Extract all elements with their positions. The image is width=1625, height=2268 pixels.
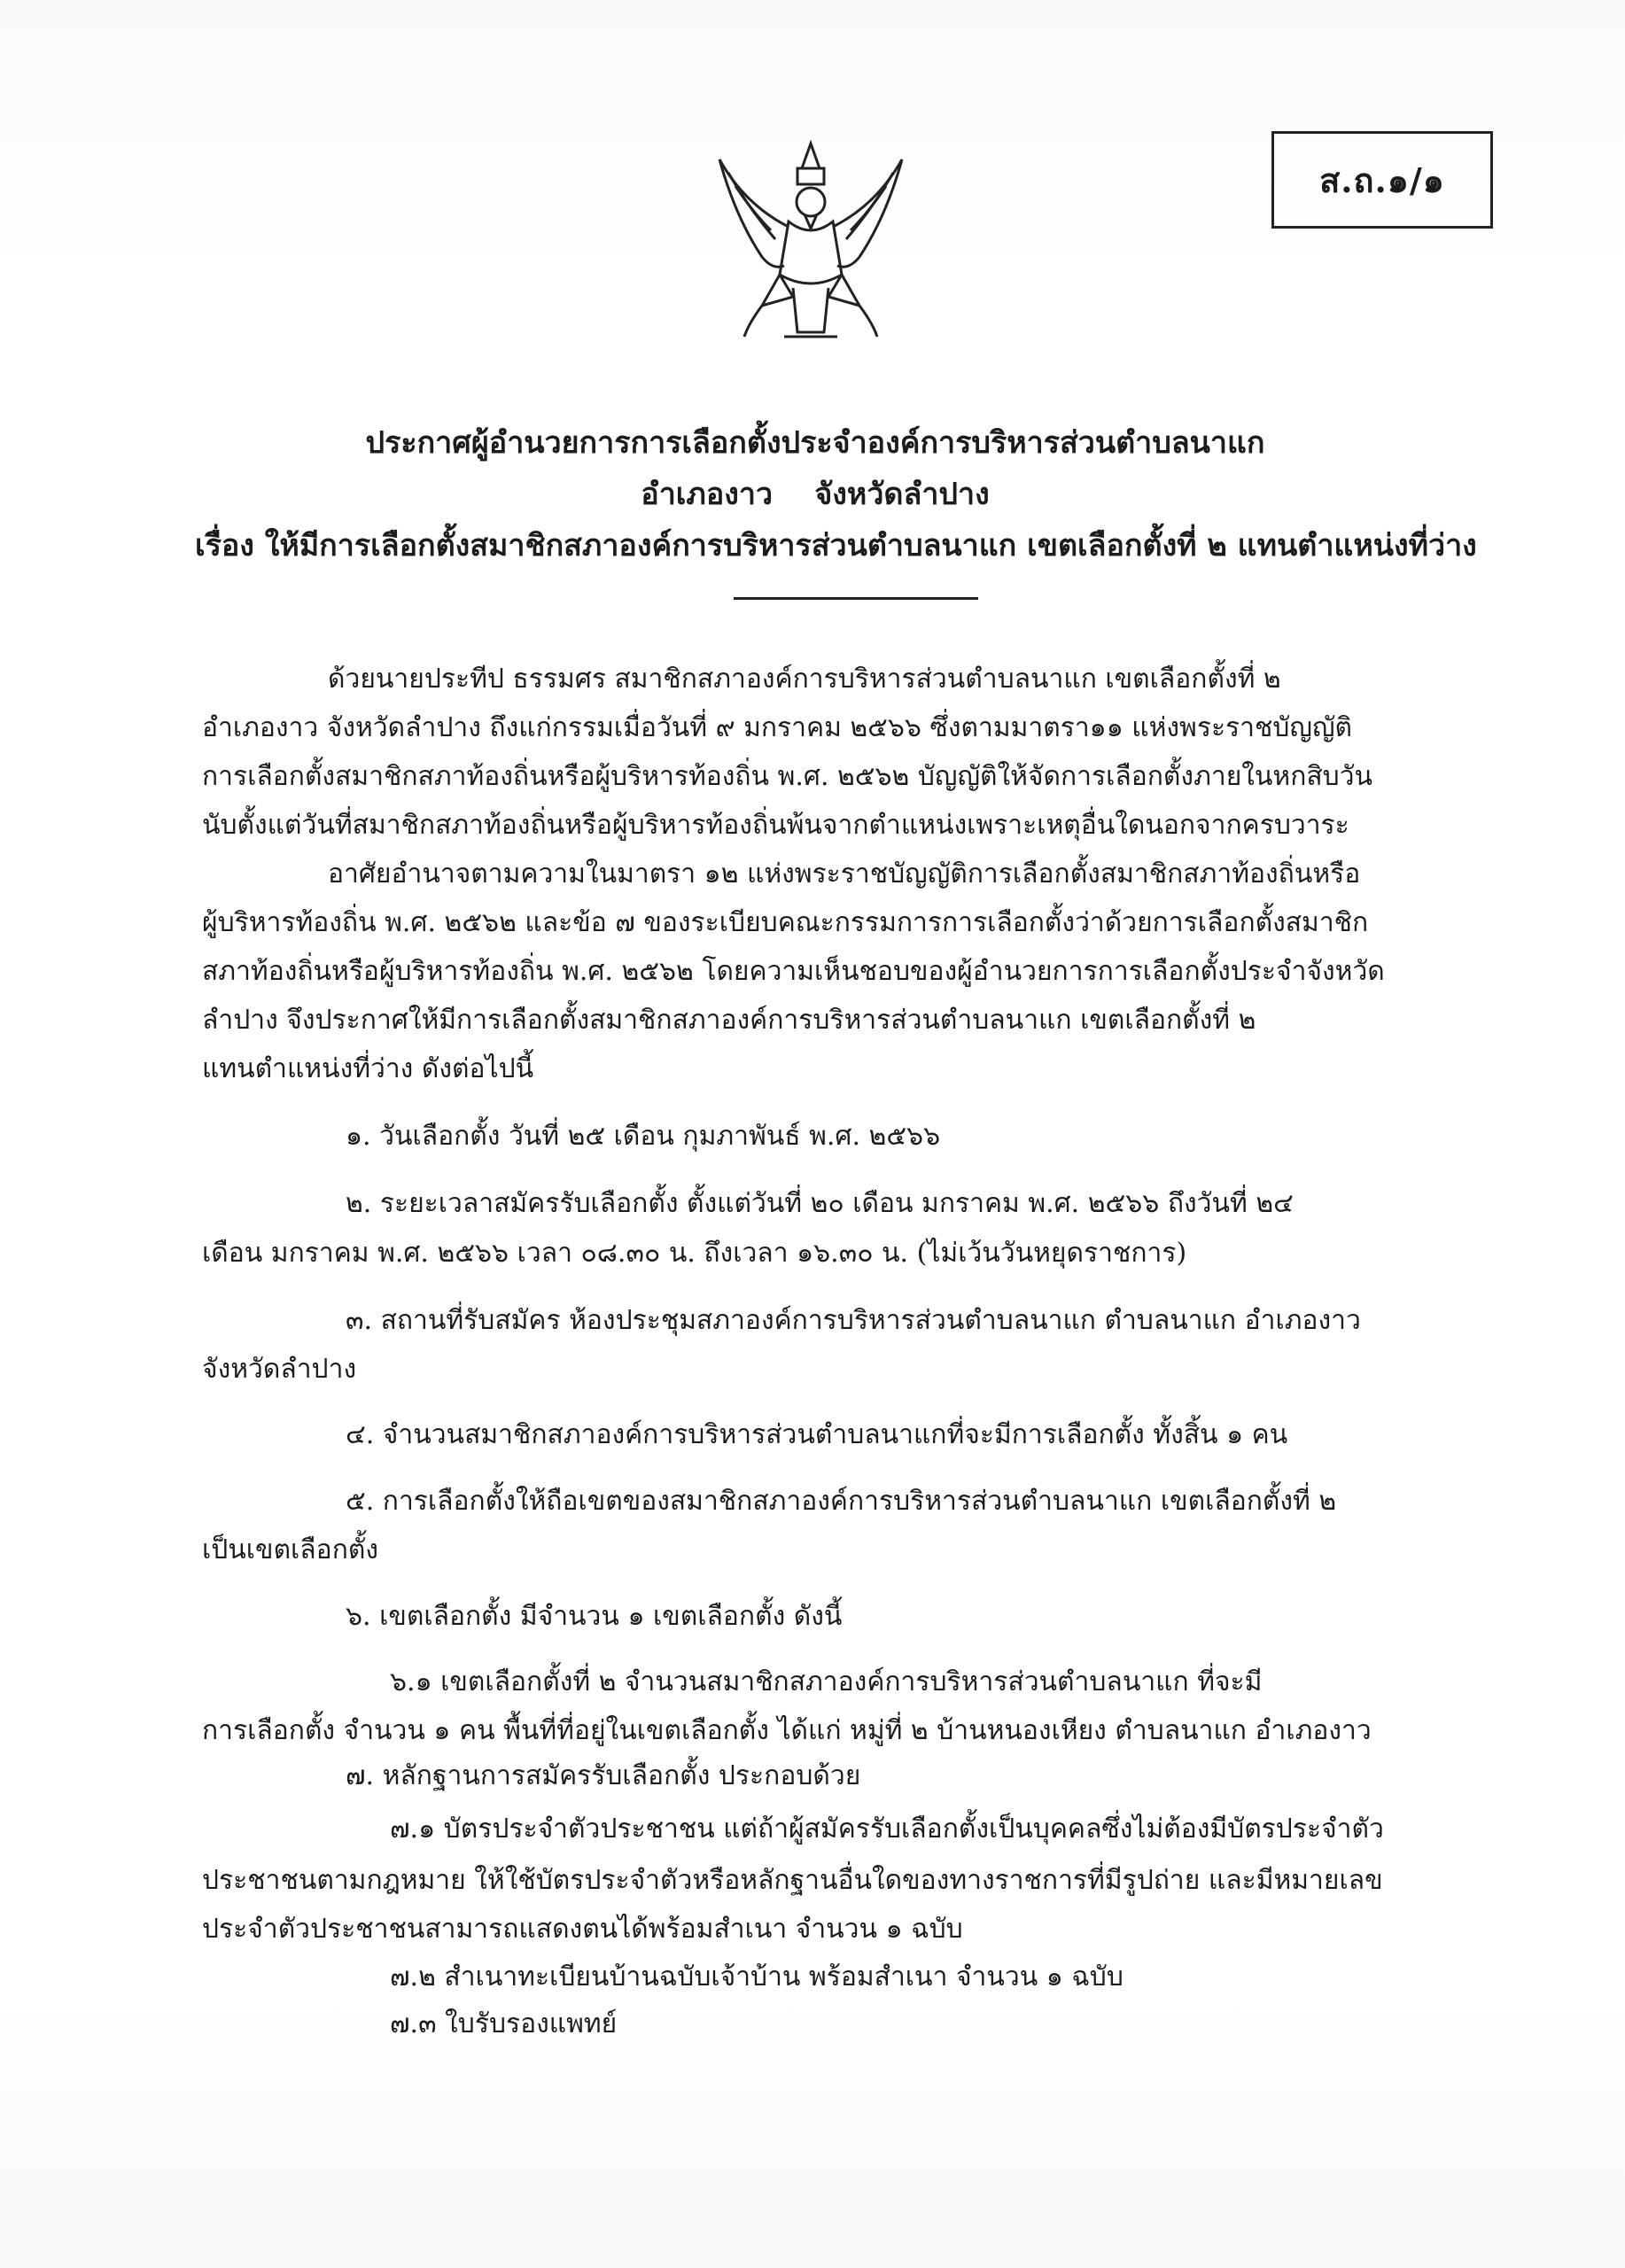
paragraph-1-line-3: การเลือกตั้งสมาชิกสภาท้องถิ่นหรือผู้บริหารท้องถิ่น พ.ศ. ๒๕๖๒ บัญญัติให้จัดการเลือกตั้งภายในหกสิบวัน: [202, 761, 1373, 792]
item-7-2: ๗.๒ สำเนาทะเบียนบ้านฉบับเจ้าบ้าน พร้อมสำเนา จำนวน ๑ ฉบับ: [390, 1961, 1124, 1992]
item-2-line-1: ๒. ระยะเวลาสมัครรับเลือกตั้ง ตั้งแต่วันที่ ๒๐ เดือน มกราคม พ.ศ. ๒๕๖๖ ถึงวันที่ ๒๔: [346, 1188, 1294, 1219]
paragraph-2-line-3: สภาท้องถิ่นหรือผู้บริหารท้องถิ่น พ.ศ. ๒๕๖๒ โดยความเห็นชอบของผู้อำนวยการการเลือกตั้งประจำจังหวัด: [202, 956, 1385, 987]
item-6-1-line-1: ๖.๑ เขตเลือกตั้งที่ ๒ จำนวนสมาชิกสภาองค์การบริหารส่วนตำบลนาแก ที่จะมี: [390, 1666, 1263, 1697]
item-5-line-1: ๕. การเลือกตั้งให้ถือเขตของสมาชิกสภาองค์การบริหารส่วนตำบลนาแก เขตเลือกตั้งที่ ๒: [346, 1486, 1337, 1517]
item-7-1-line-2: ประชาชนตามกฎหมาย ให้ใช้บัตรประจำตัวหรือหลักฐานอื่นใดของทางราชการที่มีรูปถ่าย และมีหมายเลข: [202, 1865, 1383, 1896]
item-6: ๖. เขตเลือกตั้ง มีจำนวน ๑ เขตเลือกตั้ง ดังนี้: [346, 1601, 843, 1632]
form-code-box: ส.ถ.๑/๑: [1271, 131, 1493, 229]
item-4: ๔. จำนวนสมาชิกสภาองค์การบริหารส่วนตำบลนาแกที่จะมีการเลือกตั้ง ทั้งสิ้น ๑ คน: [346, 1419, 1288, 1450]
item-7-3: ๗.๓ ใบรับรองแพทย์: [390, 2008, 618, 2039]
garuda-emblem-icon: [709, 133, 913, 350]
item-7-1-line-3: ประจำตัวประชาชนสามารถแสดงตนได้พร้อมสำเนา จำนวน ๑ ฉบับ: [202, 1914, 963, 1945]
district-province-line: อำเภองาว จังหวัดลำปาง: [641, 477, 990, 512]
item-6-1-line-2: การเลือกตั้ง จำนวน ๑ คน พื้นที่ที่อยู่ในเขตเลือกตั้ง ได้แก่ หมู่ที่ ๒ บ้านหนองเหียง ตำบลนาแก อำเภองาว: [202, 1715, 1372, 1746]
item-3-line-1: ๓. สถานที่รับสมัคร ห้องประชุมสภาองค์การบริหารส่วนตำบลนาแก ตำบลนาแก อำเภองาว: [346, 1305, 1361, 1336]
item-7: ๗. หลักฐานการสมัครรับเลือกตั้ง ประกอบด้วย: [346, 1760, 861, 1791]
item-7-1-line-1: ๗.๑ บัตรประจำตัวประชาชน แต่ถ้าผู้สมัครรับเลือกตั้งเป็นบุคคลซึ่งไม่ต้องมีบัตรประจำตัว: [390, 1814, 1384, 1845]
paragraph-1-line-4: นับตั้งแต่วันที่สมาชิกสภาท้องถิ่นหรือผู้บริหารท้องถิ่นพ้นจากตำแหน่งเพราะเหตุอื่นใดนอกจากครบวาระ: [202, 810, 1349, 841]
item-2-line-2: เดือน มกราคม พ.ศ. ๒๕๖๖ เวลา ๐๘.๓๐ น. ถึงเวลา ๑๖.๓๐ น. (ไม่เว้นวันหยุดราชการ): [202, 1238, 1187, 1269]
subject-line: เรื่อง ให้มีการเลือกตั้งสมาชิกสภาองค์การบริหารส่วนตำบลนาแก เขตเลือกตั้งที่ ๒ แทนตำแหน่งที่ว่าง: [195, 528, 1477, 563]
announcement-title: ประกาศผู้อำนวยการการเลือกตั้งประจำองค์การบริหารส่วนตำบลนาแก: [365, 425, 1265, 461]
item-3-line-2: จังหวัดลำปาง: [202, 1354, 357, 1385]
paragraph-2-line-4: ลำปาง จึงประกาศให้มีการเลือกตั้งสมาชิกสภาองค์การบริหารส่วนตำบลนาแก เขตเลือกตั้งที่ ๒: [202, 1005, 1256, 1036]
item-1-election-date: ๑. วันเลือกตั้ง วันที่ ๒๕ เดือน กุมภาพันธ์ พ.ศ. ๒๕๖๖: [346, 1121, 941, 1152]
paragraph-2-line-5: แทนตำแหน่งที่ว่าง ดังต่อไปนี้: [202, 1053, 534, 1084]
paragraph-2-line-1: อาศัยอำนาจตามความในมาตรา ๑๒ แห่งพระราชบัญญัติการเลือกตั้งสมาชิกสภาท้องถิ่นหรือ: [328, 858, 1361, 889]
title-divider: [734, 597, 978, 600]
paragraph-1-line-2: อำเภองาว จังหวัดลำปาง ถึงแก่กรรมเมื่อวันที่ ๙ มกราคม ๒๕๖๖ ซึ่งตามมาตรา๑๑ แห่งพระราชบัญญัติ: [202, 712, 1353, 743]
paragraph-1-line-1: ด้วยนายประทีป ธรรมศร สมาชิกสภาองค์การบริหารส่วนตำบลนาแก เขตเลือกตั้งที่ ๒: [328, 664, 1281, 695]
item-5-line-2: เป็นเขตเลือกตั้ง: [202, 1534, 378, 1565]
paragraph-2-line-2: ผู้บริหารท้องถิ่น พ.ศ. ๒๕๖๒ และข้อ ๗ ของระเบียบคณะกรรมการการเลือกตั้งว่าด้วยการเลือกตั้งสมาชิก: [202, 907, 1369, 938]
